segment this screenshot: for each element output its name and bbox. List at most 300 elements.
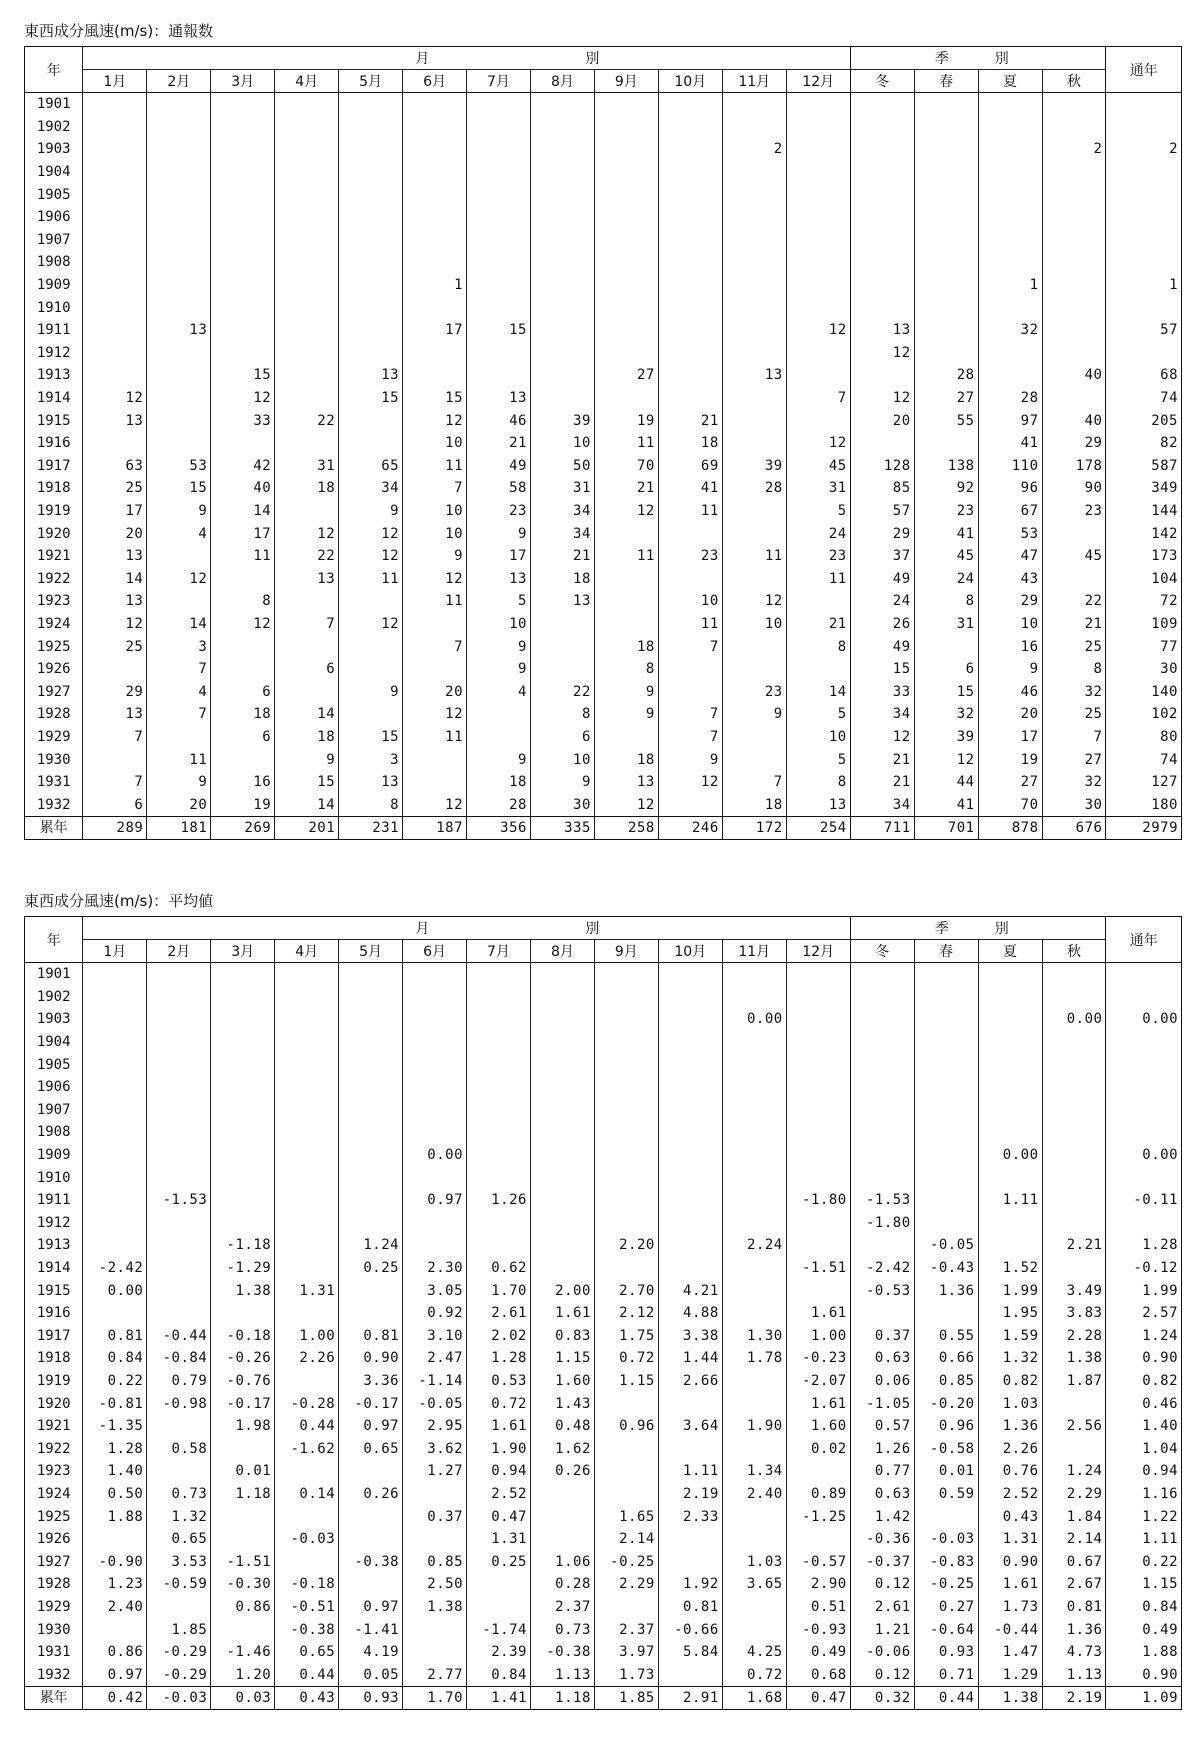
value-cell: 1.15 (1106, 1573, 1182, 1596)
value-cell: 9 (147, 771, 211, 794)
value-cell: 1.61 (530, 1302, 594, 1325)
value-cell (339, 1279, 403, 1302)
value-cell (978, 93, 1042, 116)
value-cell: 0.00 (978, 1144, 1042, 1167)
value-cell: -1.51 (786, 1257, 850, 1280)
value-cell: 0.71 (914, 1663, 978, 1686)
value-cell (1106, 963, 1182, 986)
table-row (25, 748, 1182, 771)
value-cell: 58 (467, 477, 531, 500)
value-cell: 27 (914, 387, 978, 410)
value-cell: 0.79 (147, 1370, 211, 1393)
value-cell (530, 161, 594, 184)
value-cell: 0.12 (850, 1573, 914, 1596)
value-cell: 0.00 (403, 1144, 467, 1167)
value-cell: 10 (978, 613, 1042, 636)
value-cell (1042, 93, 1106, 116)
year-cell: 1925 (36, 638, 71, 655)
value-cell (850, 93, 914, 116)
year-cell: 1914 (36, 390, 71, 407)
value-cell (147, 1053, 211, 1076)
value-cell (722, 319, 786, 342)
value-cell (594, 1460, 658, 1483)
value-cell: 17 (403, 319, 467, 342)
value-cell (978, 296, 1042, 319)
value-cell (786, 1031, 850, 1054)
year-cell: 1921 (36, 548, 71, 565)
value-cell: 19 (978, 748, 1042, 771)
year-cell: 1922 (36, 1440, 71, 1457)
value-cell: 0.02 (786, 1437, 850, 1460)
value-cell (658, 1550, 722, 1573)
value-cell: -0.25 (914, 1573, 978, 1596)
value-cell (914, 342, 978, 365)
value-cell (211, 1212, 275, 1235)
value-cell: 1.99 (978, 1279, 1042, 1302)
value-cell: 5 (786, 500, 850, 523)
value-cell: 12 (914, 748, 978, 771)
value-cell (530, 1234, 594, 1257)
month-header-10: 10月 (658, 70, 722, 93)
value-cell (339, 183, 403, 206)
value-cell: 2.70 (594, 1279, 658, 1302)
year-cell: 1916 (36, 1305, 71, 1322)
value-cell (211, 748, 275, 771)
value-cell: 1.44 (658, 1347, 722, 1370)
value-cell: -1.62 (275, 1437, 339, 1460)
value-cell: -1.18 (211, 1234, 275, 1257)
value-cell: 37 (850, 545, 914, 568)
value-cell (722, 1279, 786, 1302)
value-cell: 1 (1106, 274, 1182, 297)
table-row (25, 1370, 1182, 1393)
value-cell: 57 (1106, 319, 1182, 342)
value-cell (658, 1392, 722, 1415)
month-header-7: 7月 (467, 940, 531, 963)
value-cell (594, 522, 658, 545)
total-cell: 258 (594, 817, 658, 840)
value-cell: 1.90 (722, 1415, 786, 1438)
value-cell: 128 (850, 455, 914, 478)
value-cell: -0.38 (339, 1550, 403, 1573)
value-cell (83, 1099, 147, 1122)
value-cell (467, 986, 531, 1009)
year-cell: 1901 (36, 96, 71, 113)
table-row (25, 703, 1182, 726)
value-cell (594, 206, 658, 229)
value-cell: 22 (1042, 590, 1106, 613)
value-cell: 104 (1106, 567, 1182, 590)
value-cell: 1.13 (1042, 1663, 1106, 1686)
value-cell (850, 274, 914, 297)
value-cell: 2.29 (1042, 1483, 1106, 1506)
table-row (25, 658, 1182, 681)
value-cell (722, 635, 786, 658)
year-cell: 1903 (36, 141, 71, 158)
value-cell (594, 1121, 658, 1144)
value-cell: 1.24 (1042, 1460, 1106, 1483)
value-cell (1042, 1166, 1106, 1189)
value-cell (530, 274, 594, 297)
value-cell: 32 (978, 319, 1042, 342)
value-cell (722, 1257, 786, 1280)
year-cell: 1920 (36, 525, 71, 542)
value-cell: 2.61 (467, 1302, 531, 1325)
value-cell (594, 183, 658, 206)
value-cell (850, 1053, 914, 1076)
value-cell: 2.66 (658, 1370, 722, 1393)
month-header-1: 1月 (83, 70, 147, 93)
value-cell: 70 (978, 793, 1042, 816)
value-cell: 13 (83, 409, 147, 432)
value-cell (1106, 229, 1182, 252)
year-cell: 1905 (36, 186, 71, 203)
value-cell (147, 726, 211, 749)
total-cell: 1.18 (530, 1687, 594, 1710)
value-cell: 12 (658, 771, 722, 794)
value-cell: 27 (978, 771, 1042, 794)
value-cell (658, 387, 722, 410)
value-cell: 74 (1106, 387, 1182, 410)
value-cell (467, 1144, 531, 1167)
season-header-2: 春 (914, 940, 978, 963)
value-cell: 0.00 (83, 1279, 147, 1302)
value-cell: 2.37 (594, 1618, 658, 1641)
value-cell: -1.46 (211, 1641, 275, 1664)
value-cell (275, 1099, 339, 1122)
value-cell: 15 (403, 387, 467, 410)
value-cell: 31 (530, 477, 594, 500)
value-cell: 12 (403, 793, 467, 816)
value-cell (83, 1166, 147, 1189)
value-cell: -0.38 (530, 1641, 594, 1664)
season-header-3: 夏 (978, 940, 1042, 963)
value-cell (211, 229, 275, 252)
value-cell: 2.30 (403, 1257, 467, 1280)
value-cell: 15 (339, 387, 403, 410)
value-cell (1042, 342, 1106, 365)
value-cell: 23 (914, 500, 978, 523)
value-cell: 2.12 (594, 1302, 658, 1325)
value-cell (530, 1144, 594, 1167)
value-cell (1042, 1121, 1106, 1144)
value-cell: -0.03 (275, 1528, 339, 1551)
value-cell: 0.90 (1106, 1347, 1182, 1370)
value-cell (658, 364, 722, 387)
value-cell (275, 1302, 339, 1325)
value-cell (83, 1234, 147, 1257)
value-cell: -0.03 (914, 1528, 978, 1551)
total-row (25, 817, 1182, 840)
value-cell: 25 (83, 477, 147, 500)
table-row (25, 364, 1182, 387)
value-cell: 6 (914, 658, 978, 681)
value-cell: 0.55 (914, 1325, 978, 1348)
value-cell: 11 (403, 455, 467, 478)
value-cell (850, 229, 914, 252)
value-cell (339, 1053, 403, 1076)
table-row (25, 1166, 1182, 1189)
value-cell: -1.25 (786, 1505, 850, 1528)
value-cell: 44 (914, 771, 978, 794)
year-cell: 1906 (36, 209, 71, 226)
value-cell (403, 296, 467, 319)
value-cell (594, 296, 658, 319)
value-cell (147, 1212, 211, 1235)
value-cell (275, 590, 339, 613)
value-cell: 20 (83, 522, 147, 545)
value-cell: -0.25 (594, 1550, 658, 1573)
value-cell: 1.26 (850, 1437, 914, 1460)
value-cell: 68 (1106, 364, 1182, 387)
value-cell: 0.83 (530, 1325, 594, 1348)
value-cell: 2.14 (1042, 1528, 1106, 1551)
value-cell: 1.70 (467, 1279, 531, 1302)
value-cell (850, 1121, 914, 1144)
value-cell: 39 (530, 409, 594, 432)
value-cell: 53 (147, 455, 211, 478)
value-cell (403, 138, 467, 161)
value-cell: 0.06 (850, 1370, 914, 1393)
value-cell: 2.02 (467, 1325, 531, 1348)
value-cell: 18 (275, 477, 339, 500)
value-cell: -0.26 (211, 1347, 275, 1370)
value-cell (211, 1076, 275, 1099)
value-cell (786, 206, 850, 229)
season-header-4: 秋 (1042, 940, 1106, 963)
value-cell (275, 1076, 339, 1099)
value-cell: 14 (275, 703, 339, 726)
value-cell: 1.11 (658, 1460, 722, 1483)
table-row (25, 296, 1182, 319)
value-cell (722, 274, 786, 297)
value-cell: 1.20 (211, 1663, 275, 1686)
value-cell: -0.44 (978, 1618, 1042, 1641)
year-cell: 1909 (36, 1147, 71, 1164)
value-cell: 6 (275, 658, 339, 681)
value-cell (83, 206, 147, 229)
value-cell: 0.97 (339, 1596, 403, 1619)
value-cell: 349 (1106, 477, 1182, 500)
value-cell (211, 1144, 275, 1167)
value-cell (530, 93, 594, 116)
value-cell (914, 183, 978, 206)
value-cell: 0.72 (722, 1663, 786, 1686)
value-cell (978, 206, 1042, 229)
value-cell: 1.40 (83, 1460, 147, 1483)
value-cell (275, 1189, 339, 1212)
value-cell: 0.63 (850, 1347, 914, 1370)
year-cell: 1929 (36, 728, 71, 745)
value-cell: 11 (658, 500, 722, 523)
value-cell: 0.82 (1106, 1370, 1182, 1393)
value-cell (850, 986, 914, 1009)
value-cell (786, 1460, 850, 1483)
value-cell: 30 (530, 793, 594, 816)
value-cell: -0.93 (786, 1618, 850, 1641)
value-cell: 0.28 (530, 1573, 594, 1596)
value-cell: 1.00 (275, 1325, 339, 1348)
value-cell: 13 (83, 703, 147, 726)
value-cell (594, 1437, 658, 1460)
value-cell: 13 (594, 771, 658, 794)
value-cell: 0.90 (1106, 1663, 1182, 1686)
value-cell (467, 206, 531, 229)
value-cell (594, 1031, 658, 1054)
value-cell (914, 1031, 978, 1054)
table-row (25, 1505, 1182, 1528)
value-cell: 0.12 (850, 1663, 914, 1686)
value-cell (594, 1212, 658, 1235)
value-cell (339, 1076, 403, 1099)
year-cell: 1915 (36, 412, 71, 429)
value-cell: 0.37 (850, 1325, 914, 1348)
value-cell (275, 635, 339, 658)
value-cell (914, 963, 978, 986)
year-cell: 1903 (36, 1011, 71, 1028)
value-cell (1106, 1031, 1182, 1054)
value-cell: 0.27 (914, 1596, 978, 1619)
value-cell: 9 (467, 635, 531, 658)
value-cell: -0.38 (275, 1618, 339, 1641)
value-cell (594, 590, 658, 613)
month-header-9: 9月 (594, 70, 658, 93)
value-cell (786, 1279, 850, 1302)
value-cell (83, 1144, 147, 1167)
value-cell: -0.11 (1106, 1189, 1182, 1212)
value-cell: 32 (1042, 771, 1106, 794)
value-cell: 19 (211, 793, 275, 816)
value-cell: 12 (403, 703, 467, 726)
value-cell (147, 387, 211, 410)
value-cell: 11 (211, 545, 275, 568)
total-cell: 0.93 (339, 1687, 403, 1710)
value-cell: 1.95 (978, 1302, 1042, 1325)
table-row (25, 387, 1182, 410)
value-cell (978, 116, 1042, 139)
value-cell: 8 (339, 793, 403, 816)
value-cell (530, 229, 594, 252)
value-cell: 2.33 (658, 1505, 722, 1528)
value-cell: 1.88 (1106, 1641, 1182, 1664)
value-cell: 12 (275, 522, 339, 545)
value-cell (83, 342, 147, 365)
value-cell (658, 1031, 722, 1054)
value-cell: 30 (1042, 793, 1106, 816)
table-row (25, 986, 1182, 1009)
value-cell (978, 342, 1042, 365)
value-cell: 8 (594, 658, 658, 681)
value-cell (83, 364, 147, 387)
total-cell: 254 (786, 817, 850, 840)
value-cell (147, 1008, 211, 1031)
value-cell: 9 (594, 703, 658, 726)
year-cell: 1908 (36, 254, 71, 271)
value-cell: 1.47 (978, 1641, 1042, 1664)
year-cell: 1923 (36, 1463, 71, 1480)
value-cell (403, 206, 467, 229)
value-cell (467, 963, 531, 986)
value-cell: 0.62 (467, 1257, 531, 1280)
value-cell (530, 296, 594, 319)
value-cell (978, 1099, 1042, 1122)
value-cell: 20 (147, 793, 211, 816)
value-cell (594, 1099, 658, 1122)
value-cell (147, 545, 211, 568)
value-cell (722, 748, 786, 771)
value-cell: 55 (914, 409, 978, 432)
value-cell (530, 986, 594, 1009)
value-cell: 2.00 (530, 1279, 594, 1302)
value-cell: 142 (1106, 522, 1182, 545)
value-cell: -0.18 (275, 1573, 339, 1596)
value-cell (914, 138, 978, 161)
value-cell (339, 116, 403, 139)
value-cell (339, 1505, 403, 1528)
month-header-3: 3月 (211, 940, 275, 963)
value-cell (83, 432, 147, 455)
value-cell (147, 1166, 211, 1189)
value-cell (914, 1121, 978, 1144)
value-cell: 0.59 (914, 1483, 978, 1506)
value-cell: 1.60 (786, 1415, 850, 1438)
value-cell (530, 1483, 594, 1506)
value-cell (211, 567, 275, 590)
table-row (25, 1437, 1182, 1460)
value-cell (339, 963, 403, 986)
value-cell: 11 (147, 748, 211, 771)
value-cell (403, 116, 467, 139)
value-cell: 2.21 (1042, 1234, 1106, 1257)
value-cell (403, 1641, 467, 1664)
value-cell (914, 229, 978, 252)
table1-title: 東西成分風速(m/s)：通報数 (24, 22, 214, 40)
value-cell: 18 (658, 432, 722, 455)
value-cell (211, 635, 275, 658)
value-cell: 15 (467, 319, 531, 342)
value-cell: 0.47 (467, 1505, 531, 1528)
value-cell (339, 1099, 403, 1122)
value-cell: 28 (978, 387, 1042, 410)
total-cell: 676 (1042, 817, 1106, 840)
value-cell: 49 (467, 455, 531, 478)
value-cell (594, 161, 658, 184)
value-cell: 2.50 (403, 1573, 467, 1596)
value-cell: 1.16 (1106, 1483, 1182, 1506)
value-cell: 0.01 (914, 1460, 978, 1483)
value-cell: 4 (147, 680, 211, 703)
value-cell: -2.42 (83, 1257, 147, 1280)
table2-title: 東西成分風速(m/s)：平均値 (24, 892, 214, 910)
value-cell (147, 1257, 211, 1280)
value-cell (1042, 1392, 1106, 1415)
seasonal-group-label: 季 (934, 921, 949, 937)
month-header-5: 5月 (339, 940, 403, 963)
value-cell (530, 183, 594, 206)
value-cell (403, 1031, 467, 1054)
table-row (25, 635, 1182, 658)
value-cell: 0.44 (275, 1663, 339, 1686)
value-cell: 0.25 (467, 1550, 531, 1573)
value-cell (722, 183, 786, 206)
value-cell (211, 319, 275, 342)
seasonal-group-label-2: 別 (994, 921, 1009, 937)
value-cell: -0.98 (147, 1392, 211, 1415)
value-cell (211, 1618, 275, 1641)
value-cell: 12 (594, 500, 658, 523)
value-cell: 13 (530, 590, 594, 613)
value-cell: 21 (1042, 613, 1106, 636)
